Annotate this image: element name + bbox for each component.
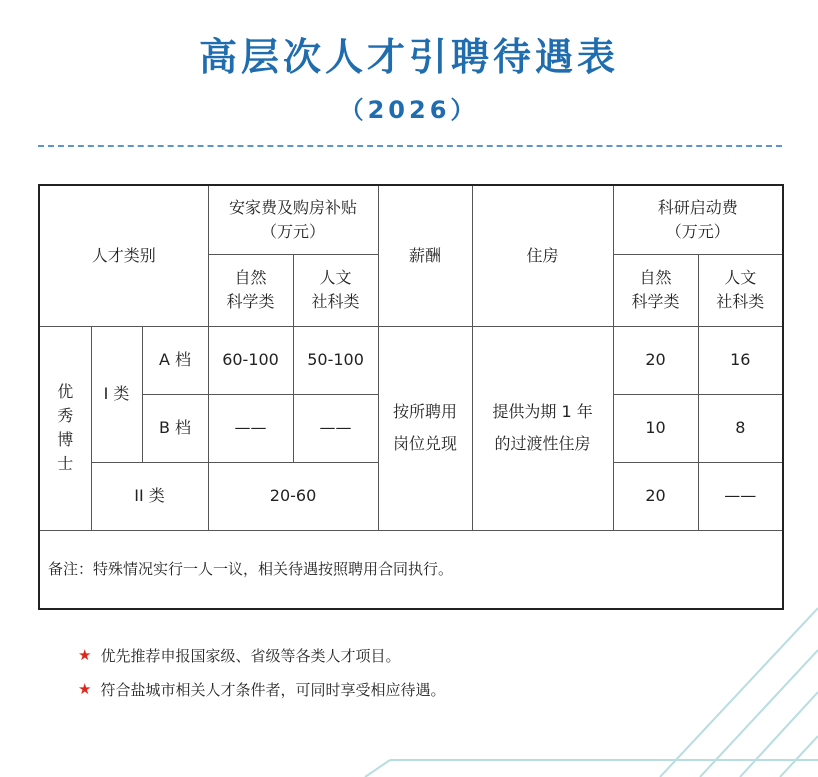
class-2-subsidy: 20-60 bbox=[208, 462, 378, 530]
star-icon: ★ bbox=[78, 680, 92, 698]
group-label: 优 秀 博 士 bbox=[39, 326, 91, 530]
tier-b-research-natural: 10 bbox=[613, 394, 698, 462]
benefits-table bbox=[38, 184, 784, 610]
class-1-label: I 类 bbox=[91, 326, 142, 462]
tier-b-research-humanities: 8 bbox=[698, 394, 783, 462]
tier-a-research-natural: 20 bbox=[613, 326, 698, 394]
table-note: 备注：特殊情况实行一人一议，相关待遇按照聘用合同执行。 bbox=[39, 530, 783, 609]
header-subsidy-humanities: 人文 社科类 bbox=[293, 254, 378, 326]
tier-b-label: B 档 bbox=[142, 394, 208, 462]
header-salary: 薪酬 bbox=[378, 185, 472, 326]
bullet-text: 符合盐城市相关人才条件者，可同时享受相应待遇。 bbox=[100, 680, 446, 699]
tier-a-label: A 档 bbox=[142, 326, 208, 394]
header-subsidy-natural: 自然 科学类 bbox=[208, 254, 293, 326]
tier-a-research-humanities: 16 bbox=[698, 326, 783, 394]
header-subsidy: 安家费及购房补贴 （万元） bbox=[208, 185, 378, 254]
header-research-humanities: 人文 社科类 bbox=[698, 254, 783, 326]
salary-text: 按所聘用 岗位兑现 bbox=[378, 326, 472, 530]
header-row-1 bbox=[39, 185, 783, 254]
page-title: 高层次人才引聘待遇表 bbox=[198, 35, 619, 79]
page-subtitle: （2026） bbox=[339, 96, 479, 124]
header-category: 人才类别 bbox=[39, 185, 208, 326]
class-2-research-natural: 20 bbox=[613, 462, 698, 530]
tier-b-subsidy-humanities: —— bbox=[293, 394, 378, 462]
class-2-research-humanities: —— bbox=[698, 462, 783, 530]
header-research: 科研启动费 （万元） bbox=[613, 185, 783, 254]
note-row bbox=[39, 530, 783, 609]
class-2-label: II 类 bbox=[91, 462, 208, 530]
tier-a-subsidy-humanities: 50-100 bbox=[293, 326, 378, 394]
housing-text: 提供为期 1 年 的过渡性住房 bbox=[472, 326, 613, 530]
list-item bbox=[78, 638, 445, 672]
tier-a-subsidy-natural: 60-100 bbox=[208, 326, 293, 394]
bullet-list bbox=[78, 638, 445, 706]
list-item bbox=[78, 672, 445, 706]
dashed-divider bbox=[38, 145, 782, 147]
header-housing: 住房 bbox=[472, 185, 613, 326]
bullet-text: 优先推荐申报国家级、省级等各类人才项目。 bbox=[100, 646, 401, 665]
table-row bbox=[39, 326, 783, 394]
tier-b-subsidy-natural: —— bbox=[208, 394, 293, 462]
star-icon: ★ bbox=[78, 646, 92, 664]
header-research-natural: 自然 科学类 bbox=[613, 254, 698, 326]
